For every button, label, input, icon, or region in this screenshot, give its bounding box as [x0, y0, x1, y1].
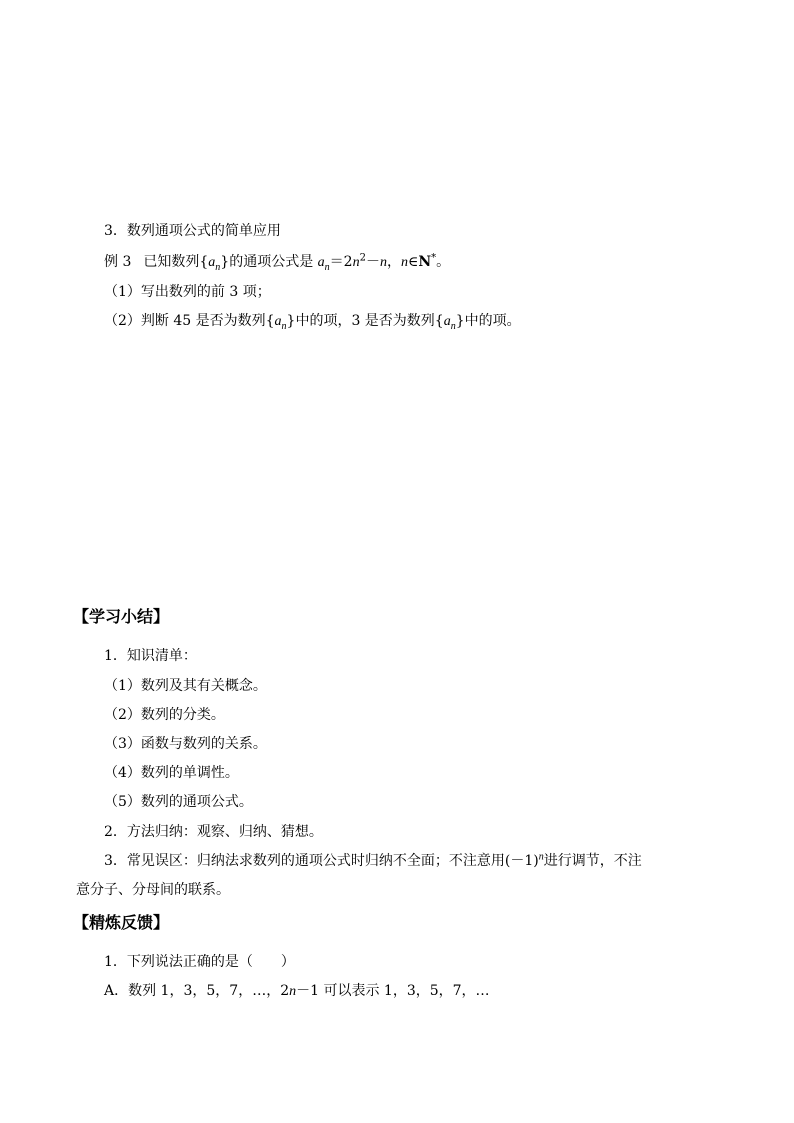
- practice-heading: 【精炼反馈】: [73, 913, 170, 932]
- summary-sub-item: （2）数列的分类。: [104, 707, 225, 723]
- question-2: （2）判断 45 是否为数列$\{a_n\}$中的项，3 是否为数列$\{a_n\}$中的项。: [104, 313, 521, 332]
- question-1: （1）写出数列的前 3 项；: [104, 284, 271, 300]
- summary-sub-item: （1）数列及其有关概念。: [104, 678, 267, 694]
- summary-item-1: 1．知识清单：: [104, 648, 197, 664]
- summary-item-2: 2．方法归纳：观察、归纳、猜想。: [104, 824, 323, 840]
- summary-item-3: 3．常见误区：归纳法求数列的通项公式时归纳不全面；不注意用$(-1)^n$进行调节，不注: [104, 851, 642, 869]
- practice-option-a: A．数列 1，3，5，7，…，2n－1 可以表示 1，3，5，7，…: [104, 983, 490, 999]
- summary-sub-item: （5）数列的通项公式。: [104, 794, 253, 810]
- summary-sub-item: （4）数列的单调性。: [104, 765, 239, 781]
- example-3: 例 3 已知数列$\{a_n\}$的通项公式是 $a_n=2n^2-n$，n∈N*。: [104, 252, 451, 273]
- practice-question-1: 1．下列说法正确的是（ ）: [104, 954, 295, 970]
- summary-sub-item: （3）函数与数列的关系。: [104, 736, 267, 752]
- summary-item-3-continued: 意分子、分母间的联系。: [76, 882, 230, 898]
- summary-heading: 【学习小结】: [73, 607, 170, 626]
- section-title: 3．数列通项公式的简单应用: [104, 223, 281, 239]
- example-label: 例 3: [104, 254, 132, 270]
